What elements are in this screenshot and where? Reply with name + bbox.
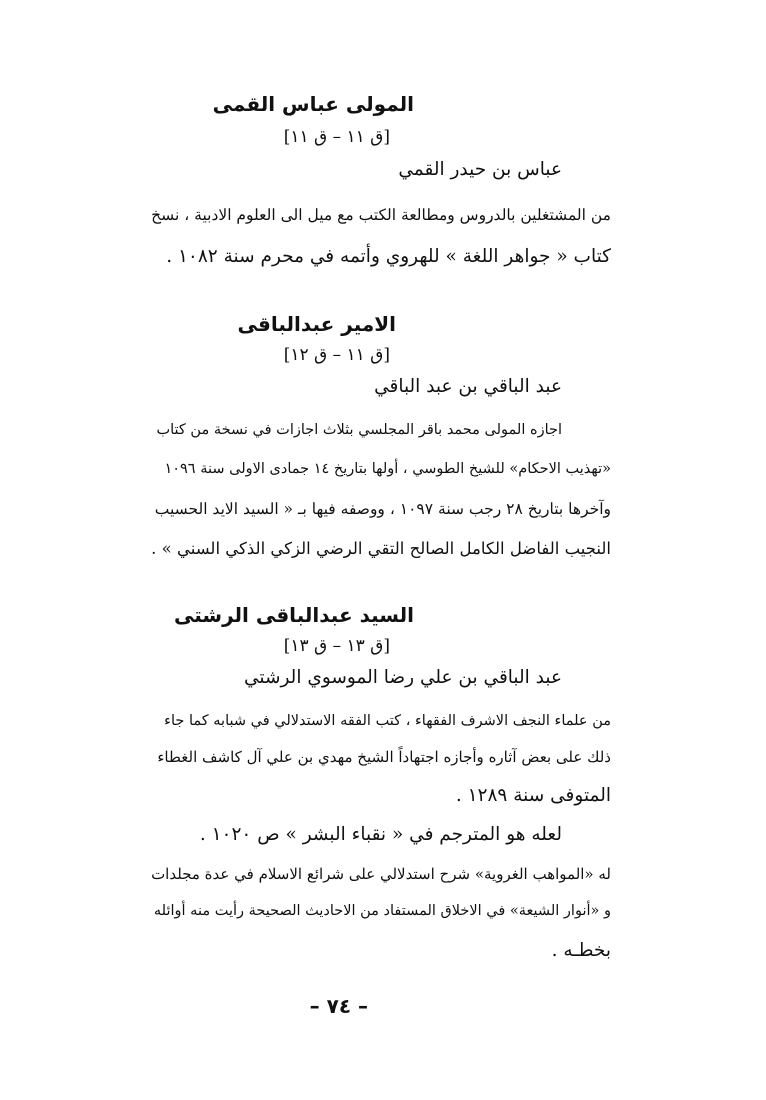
entry-text-line: «تهذيب الاحكام» للشيخ الطوسي ، أولها بتاريخ ١٤ جمادى الاولى سنة ١٠٩٦ (164, 461, 611, 477)
entry-text-line: النجيب الفاضل الكامل الصالح التقي الرضي الزكي الذكي السني » . (151, 539, 611, 558)
entry-title: الامير عبدالباقى (237, 312, 396, 336)
entry-title: المولى عباس القمى (212, 92, 414, 116)
entry-text-line: من علماء النجف الاشرف الفقهاء ، كتب الفقه الاستدلالي في شبابه كما جاء (164, 713, 611, 729)
entry-century-range: [ق ١١ – ق ١٢] (283, 345, 390, 365)
entry-works-line: و «أنوار الشيعة» في الاخلاق المستفاد من الاحاديث الصحيحة رأيت منه أوائله (153, 903, 611, 919)
entry-title: السيد عبدالباقى الرشتى (174, 603, 414, 627)
entry-text-line: المتوفى سنة ١٢٨٩ . (455, 785, 611, 806)
entry-full-name: عبد الباقي بن علي رضا الموسوي الرشتي (243, 667, 562, 688)
entry-works-line: له «المواهب الغروية» شرح استدلالي على شرائع الاسلام في عدة مجلدات (151, 865, 611, 883)
entry-works-line: بخطـه . (551, 940, 611, 961)
entry-text-line: من المشتغلين بالدروس ومطالعة الكتب مع ميل الى العلوم الادبية ، نسخ (151, 206, 611, 224)
entry-note: لعله هو المترجم في « نقباء البشر » ص ١٠٢٠ . (199, 824, 562, 845)
entry-text-line: كتاب « جواهر اللغة » للهروي وأتمه في محرم سنة ١٠٨٢ . (166, 246, 611, 267)
entry-full-name: عبد الباقي بن عبد الباقي (374, 376, 562, 397)
entry-century-range: [ق ١٣ – ق ١٣] (283, 636, 390, 656)
entry-full-name: عباس بن حيدر القمي (398, 159, 562, 180)
entry-century-range: [ق ١١ – ق ١١] (283, 127, 390, 147)
entry-text-line: اجازه المولى محمد باقر المجلسي بثلاث اجازات في نسخة من كتاب (156, 422, 562, 438)
entry-text-line: ذلك على بعض آثاره وأجازه اجتهاداً الشيخ مهدي بن علي آل كاشف الغطاء (157, 748, 611, 766)
entry-text-line: وآخرها بتاريخ ٢٨ رجب سنة ١٠٩٧ ، ووصفه فيها بـ « السيد الايد الحسيب (154, 500, 611, 518)
page-number: – ٧٤ – (309, 994, 368, 1018)
